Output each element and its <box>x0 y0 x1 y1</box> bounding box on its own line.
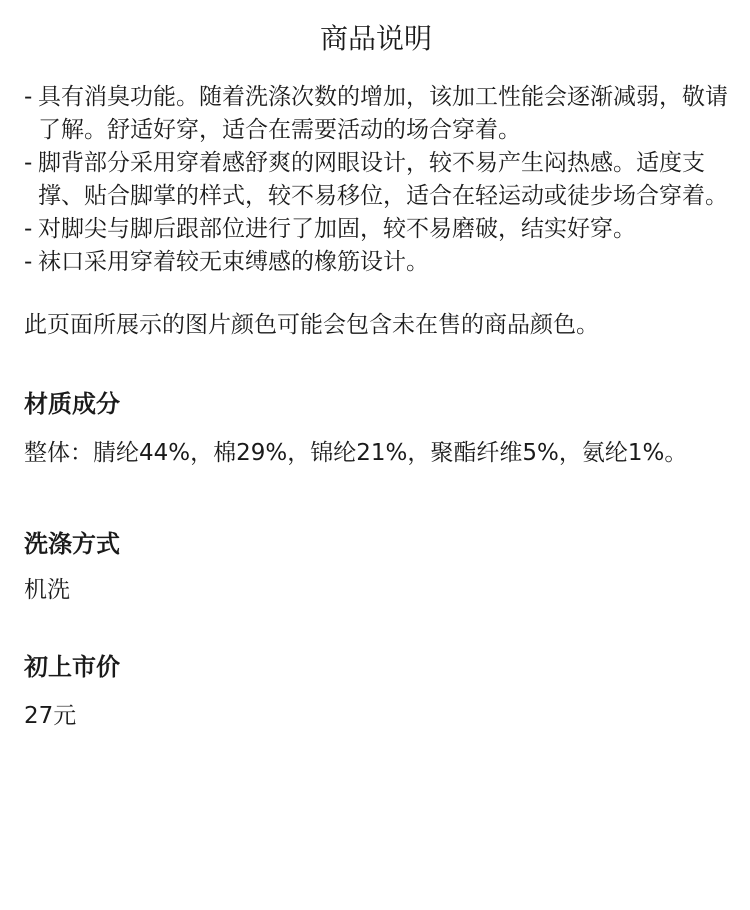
feature-text: 脚背部分采用穿着感舒爽的网眼设计，较不易产生闷热感。适度支撑、贴合脚掌的样式，较不易移位，适合在轻运动或徒步场合穿着。 <box>38 150 728 209</box>
washing-text: 机洗 <box>24 577 70 603</box>
price-heading: 初上市价 <box>24 653 120 681</box>
material-section <box>24 386 728 472</box>
feature-item <box>24 81 728 147</box>
feature-list <box>24 81 728 279</box>
feature-text: 具有消臭功能。随着洗涤次数的增加，该加工性能会逐渐减弱，敬请了解。舒适好穿，适合在需要活动的场合穿着。 <box>38 84 728 143</box>
price-section <box>24 649 728 735</box>
feature-item <box>24 246 728 279</box>
bullet-dash: - <box>24 84 33 110</box>
material-heading: 材质成分 <box>24 390 120 418</box>
feature-text: 袜口采用穿着较无束缚感的橡筋设计。 <box>38 249 429 275</box>
washing-section <box>24 526 728 609</box>
bullet-dash: - <box>24 150 33 176</box>
washing-heading: 洗涤方式 <box>24 530 120 558</box>
feature-text: 对脚尖与脚后跟部位进行了加固，较不易磨破，结实好穿。 <box>38 216 636 242</box>
bullet-dash: - <box>24 216 33 242</box>
bullet-dash: - <box>24 249 33 275</box>
color-disclaimer: 此页面所展示的图片颜色可能会包含未在售的商品颜色。 <box>24 312 599 338</box>
price-text: 27元 <box>24 703 77 729</box>
feature-item <box>24 147 728 213</box>
feature-item <box>24 213 728 246</box>
material-text: 整体：腈纶44%，棉29%，锦纶21%，聚酯纤维5%，氨纶1%。 <box>24 440 688 466</box>
page-title: 商品说明 <box>319 22 432 55</box>
